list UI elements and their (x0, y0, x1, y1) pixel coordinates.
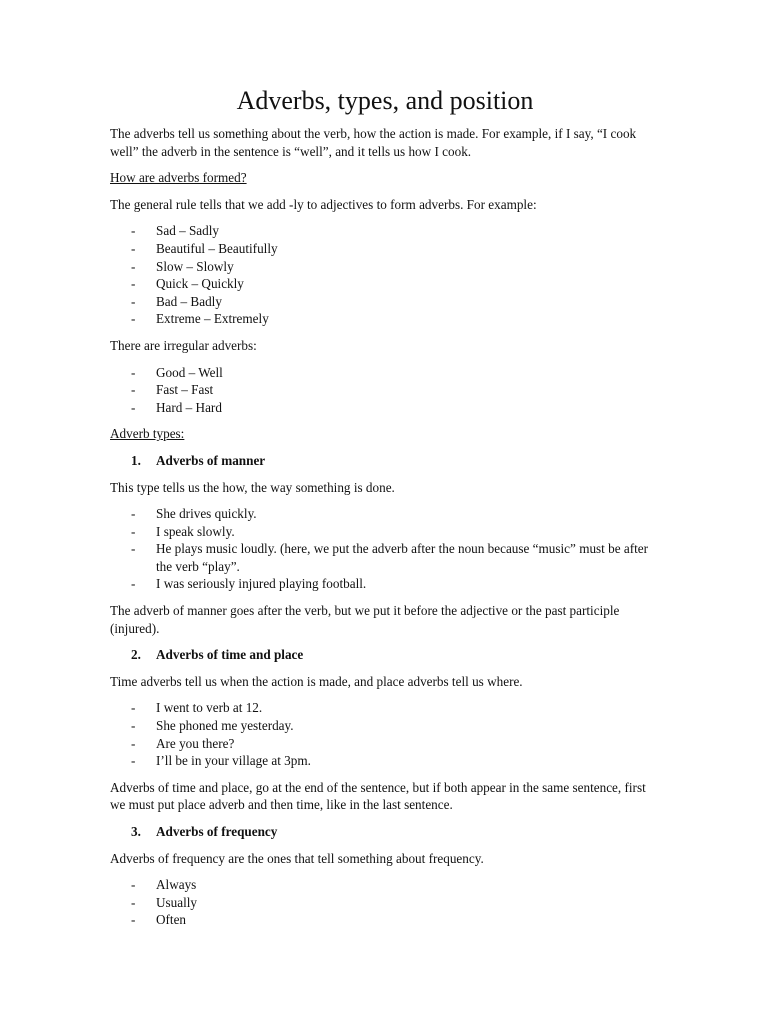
list-item-text: Often (156, 912, 187, 928)
list-item-text: She phoned me yesterday. (156, 718, 294, 734)
list-item-text: Good – Well (156, 364, 223, 380)
dash-marker: - (131, 735, 136, 751)
irregular-adverb-list (110, 364, 660, 417)
list-item (110, 911, 660, 929)
list-item-text: Beautiful – Beautifully (156, 240, 278, 256)
list-item-text: Hard – Hard (156, 399, 222, 415)
list-item (110, 399, 660, 417)
dash-marker: - (131, 718, 136, 734)
dash-marker: - (131, 700, 136, 716)
list-item (110, 575, 660, 593)
dash-marker: - (131, 576, 136, 592)
section-number: 3. (131, 824, 141, 839)
dash-marker: - (131, 364, 136, 380)
dash-marker: - (131, 912, 136, 928)
frequency-intro: Adverbs of frequency are the ones that tell something about frequency. (110, 850, 484, 866)
list-item-text: She drives quickly. (156, 506, 257, 522)
list-item (110, 240, 660, 258)
list-item-text: Usually (156, 894, 198, 910)
list-item-text: He plays music loudly. (here, we put the adverb after the noun because “music” must be after the verb “play”. (156, 541, 649, 574)
list-item (110, 894, 660, 912)
list-item-text: Extreme – Extremely (156, 311, 269, 327)
section-heading-text: Adverbs of manner (156, 452, 266, 468)
list-item (110, 381, 660, 399)
list-item (110, 735, 660, 753)
list-item (110, 258, 660, 276)
section-number: 1. (131, 452, 141, 468)
types-heading: Adverb types: (110, 426, 185, 442)
list-item (110, 222, 660, 240)
dash-marker: - (131, 894, 136, 910)
frequency-heading (110, 823, 660, 841)
list-item-text: I’ll be in your village at 3pm. (156, 753, 311, 769)
time-place-note: Adverbs of time and place, go at the end of the sentence, but if both appear in the same sentence, first we must put place adverb and then time, like in the last sentence. (110, 779, 646, 813)
list-item (110, 364, 660, 382)
dash-marker: - (131, 311, 136, 327)
manner-intro: This type tells us the how, the way something is done. (110, 479, 395, 495)
intro-paragraph: The adverbs tell us something about the verb, how the action is made. For example, if I say, “I cook well” the adverb in the sentence is “well”, and it tells us how I cook. (110, 126, 637, 159)
section-number: 2. (131, 647, 141, 663)
manner-example-list (110, 505, 660, 593)
list-item (110, 523, 660, 541)
list-item (110, 752, 660, 770)
dash-marker: - (131, 276, 136, 292)
list-item-text: Fast – Fast (156, 382, 214, 398)
section-heading-text: Adverbs of frequency (156, 824, 278, 839)
document-page (110, 84, 660, 938)
formed-heading: How are adverbs formed? (110, 170, 247, 186)
dash-marker: - (131, 223, 136, 239)
dash-marker: - (131, 399, 136, 415)
list-item-text: Slow – Slowly (156, 258, 234, 274)
formed-rule: The general rule tells that we add -ly to adjectives to form adverbs. For example: (110, 196, 537, 212)
dash-marker: - (131, 258, 136, 274)
time-place-heading (110, 646, 660, 664)
dash-marker: - (131, 877, 136, 893)
list-item-text: Bad – Badly (156, 293, 222, 309)
section-heading-text: Adverbs of time and place (156, 647, 304, 663)
dash-marker: - (131, 541, 136, 557)
manner-note: The adverb of manner goes after the verb, but we put it before the adjective or the past participle (injured). (110, 603, 620, 636)
list-item-text: Are you there? (156, 735, 235, 751)
list-item (110, 293, 660, 311)
dash-marker: - (131, 382, 136, 398)
irregular-intro: There are irregular adverbs: (110, 337, 257, 353)
list-item (110, 540, 660, 575)
list-item-text: Quick – Quickly (156, 276, 244, 292)
frequency-example-list (110, 876, 660, 929)
list-item (110, 505, 660, 523)
document-title: Adverbs, types, and position (236, 86, 534, 115)
list-item (110, 310, 660, 328)
list-item (110, 699, 660, 717)
time-place-intro: Time adverbs tell us when the action is made, and place adverbs tell us where. (110, 673, 523, 689)
regular-adverb-list (110, 222, 660, 328)
list-item (110, 275, 660, 293)
list-item-text: I went to verb at 12. (156, 700, 263, 716)
manner-heading (110, 452, 660, 470)
list-item-text: Sad – Sadly (156, 223, 220, 239)
list-item (110, 876, 660, 894)
dash-marker: - (131, 293, 136, 309)
dash-marker: - (131, 523, 136, 539)
list-item-text: I speak slowly. (156, 523, 235, 539)
dash-marker: - (131, 506, 136, 522)
time-place-example-list (110, 699, 660, 769)
list-item-text: Always (156, 877, 197, 893)
list-item-text: I was seriously injured playing football. (156, 576, 367, 592)
dash-marker: - (131, 240, 136, 256)
dash-marker: - (131, 753, 136, 769)
list-item (110, 717, 660, 735)
